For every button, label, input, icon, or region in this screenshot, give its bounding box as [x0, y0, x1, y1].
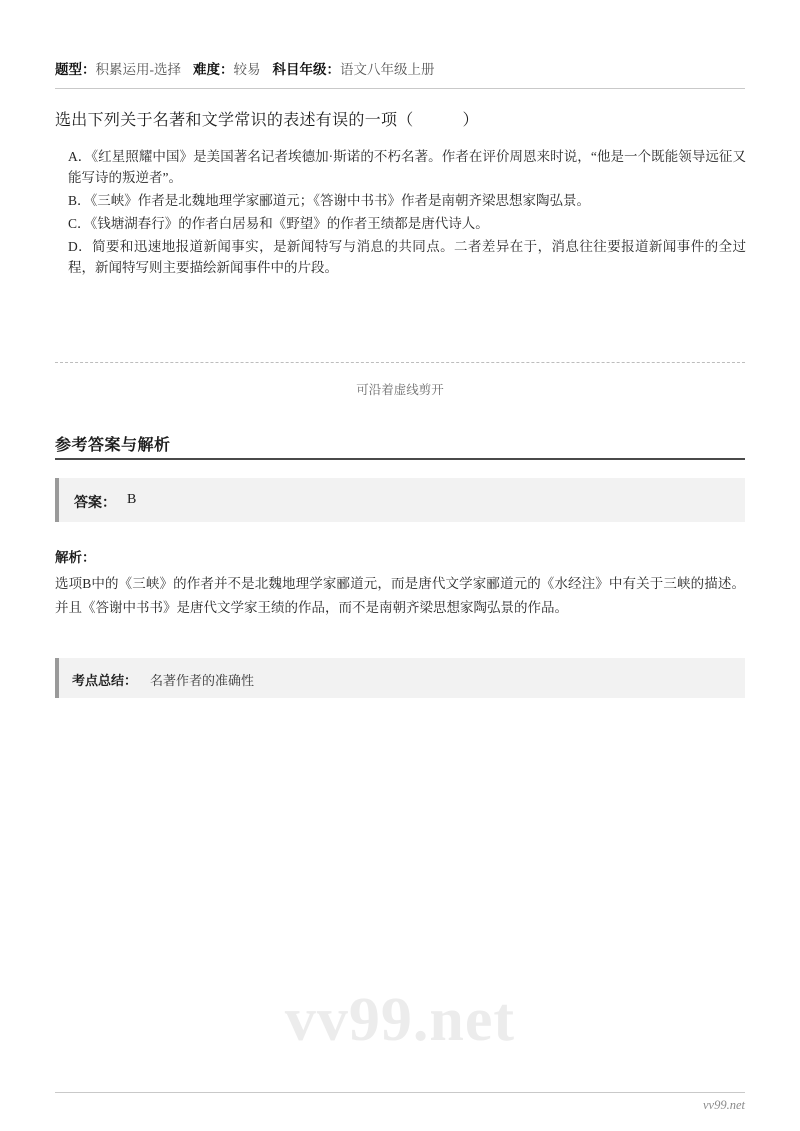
option-item [68, 213, 746, 234]
meta-difficulty-value: 较易 [233, 62, 261, 77]
option-text: 《红星照耀中国》是美国著名记者埃德加·斯诺的不朽名著。作者在评价周恩来时说，“他是一个既能领导远征又能写诗的叛逆者”。 [68, 149, 746, 185]
meta-difficulty-label: 难度： [193, 62, 234, 77]
meta-type-label: 题型： [55, 62, 96, 77]
meta-subject-label: 科目年级： [272, 62, 340, 77]
question-meta-row [55, 58, 745, 78]
option-list [68, 146, 746, 280]
cut-dashed-line [55, 362, 745, 363]
answer-box [55, 478, 745, 522]
option-item [68, 190, 746, 211]
analysis-label: 解析： [55, 550, 96, 565]
cut-hint-text: 可沿着虚线剪开 [356, 383, 444, 397]
answer-label: 答案： [74, 496, 116, 511]
answer-value: B [127, 492, 137, 507]
header-divider [55, 88, 745, 89]
option-letter: A． [68, 149, 92, 164]
answer-section-divider [55, 458, 745, 460]
option-text: 简要和迅速地报道新闻事实，是新闻特写与消息的共同点。二者差异在于，消息往往要报道新闻事件的全过程，新闻特写则主要描绘新闻事件中的片段。 [68, 239, 746, 275]
footer-brand: vv99.net [703, 1098, 745, 1112]
summary-value: 名著作者的准确性 [150, 673, 255, 688]
summary-label: 考点总结： [72, 673, 138, 688]
option-text: 《钱塘湖春行》的作者白居易和《野望》的作者王绩都是唐代诗人。 [90, 216, 489, 231]
answer-section-title: 参考答案与解析 [55, 437, 171, 454]
option-item [68, 146, 746, 188]
page-watermark: vv99.net [284, 986, 516, 1054]
option-letter: C． [68, 216, 91, 231]
meta-type-value: 积累运用-选择 [95, 62, 181, 77]
analysis-text: 选项B中的《三峡》的作者并不是北魏地理学家郦道元，而是唐代文学家郦道元的《水经注》中有关于三峡的描述。并且《答谢中书书》是唐代文学家王绩的作品，而不是南朝齐梁思想家陶弘景的作品。 [55, 576, 745, 615]
meta-subject-value: 语文八年级上册 [340, 62, 435, 77]
footer-divider [55, 1092, 745, 1093]
option-text: 《三峡》作者是北魏地理学家郦道元；《答谢中书书》作者是南朝齐梁思想家陶弘景。 [90, 193, 591, 208]
option-letter: D． [68, 239, 93, 254]
option-item [68, 236, 746, 278]
question-stem: 选出下列关于名著和文学常识的表述有误的一项（ ） [55, 112, 479, 129]
option-letter: B． [68, 193, 91, 208]
